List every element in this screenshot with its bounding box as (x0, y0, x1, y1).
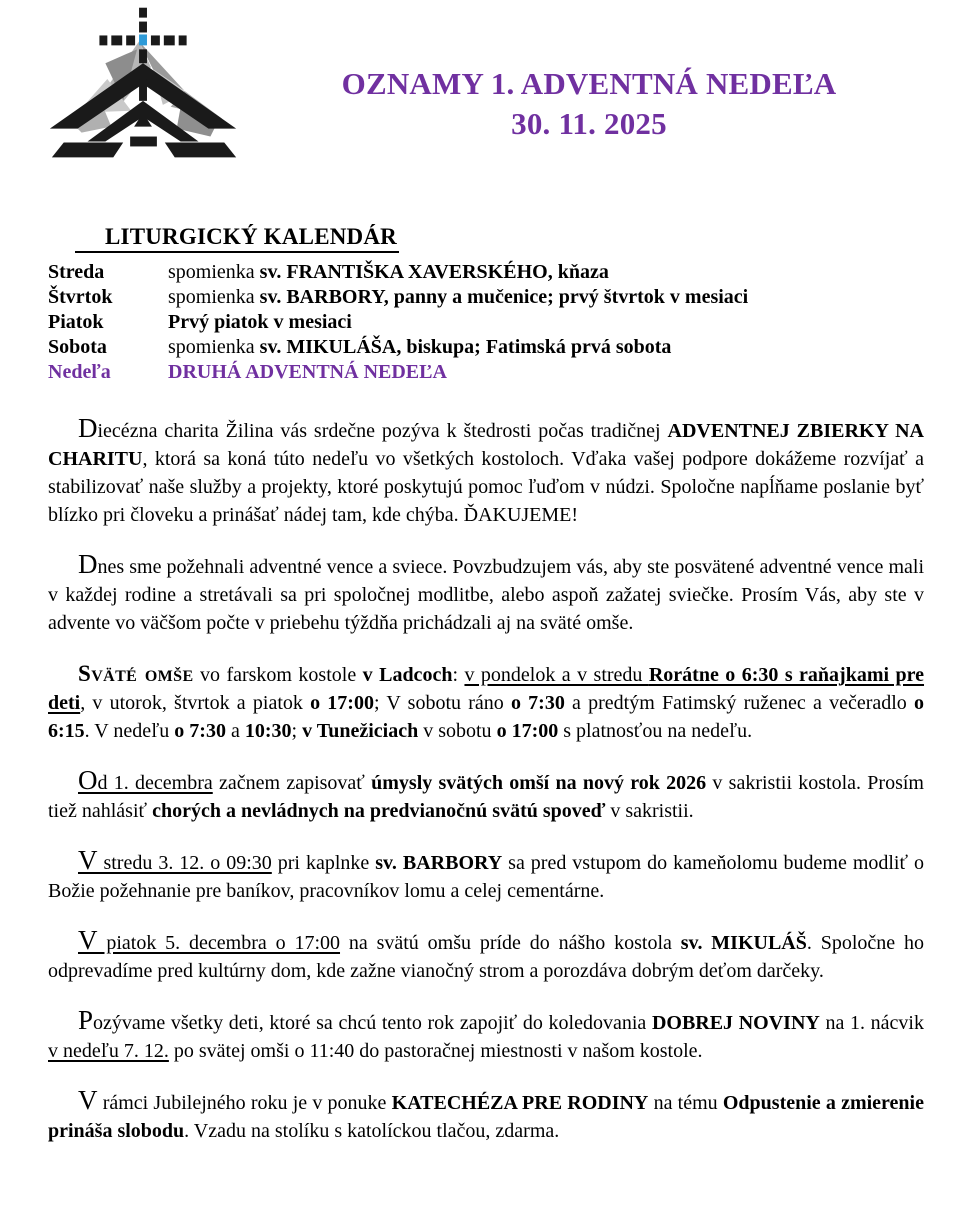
logo-cross-arm (164, 35, 175, 45)
logo-cross-arm (151, 35, 160, 45)
text-segment: nes sme požehnali adventné vence a sviece. Povzbudzujem vás, aby ste posvätené adventné vence mali v každej rodine a stretávali sa pri spoločnej modlitbe, alebo aspoň zažatej sviečke. Prosím Vás, aby ste v advente vo väčšom počte v priebehu týždňa prichádzali aj na sväté omše. (48, 556, 924, 634)
text-segment: v sobotu (418, 720, 497, 742)
text-segment: . Vzadu na stolíku s katolíckou tlačou, zdarma. (184, 1120, 560, 1142)
text-segment: , v utorok, štvrtok a piatok (80, 692, 311, 714)
text-segment: 10:30 (244, 720, 292, 742)
text-segment: spomienka (168, 336, 260, 358)
text-segment: na 1. nácvik (819, 1012, 924, 1034)
text-segment: D (78, 413, 98, 443)
text-segment: v pondelok a v stredu (464, 664, 649, 686)
calendar-row (48, 335, 924, 360)
logo-cross-blue-tile (139, 34, 147, 45)
text-segment: sv. FRANTIŠKA XAVERSKÉHO, kňaza (259, 261, 609, 283)
calendar-day: Štvrtok (48, 286, 113, 308)
calendar-entry (168, 310, 924, 335)
logo-cross-post (139, 22, 147, 33)
text-segment: pri kaplnke (271, 852, 376, 874)
logo-cross-post (139, 79, 147, 101)
calendar-row (48, 260, 924, 285)
page-title (254, 64, 924, 144)
calendar-row (48, 310, 924, 335)
logo-cross-post (139, 67, 147, 75)
text-segment: o 6:15 (48, 692, 925, 742)
text-segment: začnem zapisovať (212, 772, 372, 794)
text-segment: na svätú omšu príde do nášho kostola (340, 932, 681, 954)
logo-cross-arm (179, 35, 187, 45)
text-segment: Odpustenie a zmierenie prináša slobodu (48, 1092, 924, 1142)
calendar-entry (168, 285, 924, 310)
paragraph (48, 925, 924, 985)
calendar-heading: LITURGICKÝ KALENDÁR (75, 224, 399, 253)
text-segment: v nedeľu 7. 12. (48, 1040, 169, 1062)
text-segment: úmysly svätých omší na nový rok 2026 (371, 772, 707, 794)
liturgical-calendar (48, 224, 924, 385)
text-segment: V (78, 845, 98, 875)
text-segment: . Spoločne ho odprevadíme pred kultúrny dom, kde zažne vianočný strom a porozdáva dobrým deťom darčeky. (48, 932, 924, 982)
calendar-day: Streda (48, 261, 105, 283)
text-segment: P (78, 1005, 94, 1035)
text-segment: KATECHÉZA PRE RODINY (391, 1092, 649, 1114)
calendar-day: Nedeľa (48, 361, 111, 383)
text-segment: vo farskom kostole (193, 664, 363, 686)
paragraph (48, 661, 924, 745)
text-segment: ; V sobotu ráno (373, 692, 511, 714)
text-segment: na tému (648, 1092, 723, 1114)
calendar-rows (48, 260, 924, 385)
text-segment: stredu 3. 12. o 09:30 (97, 852, 272, 874)
text-segment: v Tunežiciach (302, 720, 419, 742)
text-segment: a predtým Fatimský ruženec a večeradlo (564, 692, 915, 714)
paragraph (48, 413, 924, 529)
paragraph (48, 549, 924, 637)
calendar-entry (168, 335, 924, 360)
text-segment: o 7:30 (510, 692, 565, 714)
calendar-day: Sobota (48, 336, 107, 358)
calendar-row (48, 285, 924, 310)
text-segment: v Ladcoch (362, 664, 453, 686)
text-segment: sv. MIKULÁŠ (680, 932, 807, 954)
logo-cross-arm (126, 35, 135, 45)
text-segment: o 7:30 (174, 720, 226, 742)
paragraphs (48, 413, 925, 1145)
page-header (48, 0, 924, 170)
text-segment: spomienka (168, 261, 260, 283)
logo-cross-post (139, 8, 147, 18)
text-segment: a (225, 720, 245, 742)
text-segment: sv. BARBORY (375, 852, 503, 874)
paragraph (48, 1085, 924, 1145)
text-segment: . V nedeľu (84, 720, 175, 742)
logo-door (130, 137, 157, 147)
text-segment: ADVENTNEJ ZBIERKY NA CHARITU (48, 420, 924, 470)
text-segment: chorých a nevládnych na predvianočnú svätú spoveď (152, 800, 606, 822)
text-segment: D (78, 549, 98, 579)
text-segment: v sakristii. (605, 800, 694, 822)
logo-cross-post (139, 49, 147, 63)
text-segment: o 17:00 (310, 692, 374, 714)
paragraph (48, 845, 925, 905)
text-segment: sv. BARBORY, panny a mučenice; prvý štvrtok v mesiaci (259, 286, 749, 308)
text-segment: : (452, 664, 465, 686)
text-segment: d 1. decembra (97, 772, 213, 794)
calendar-entry (168, 360, 924, 385)
text-segment: po svätej omši o 11:40 do pastoračnej miestnosti v našom kostole. (168, 1040, 703, 1062)
text-segment: DOBREJ NOVINY (651, 1012, 820, 1034)
text-segment: Sväté omše (78, 661, 194, 686)
text-segment: , ktorá sa koná túto nedeľu vo všetkých kostoloch. Vďaka vašej podpore dokážeme rozvíjať a stabilizovať naše služby a projekty, ktoré poskytujú pomoc ľuďom v núdzi. Spoločne napĺňame poslanie byť blízko pri človeku a prinášať nádej tam, kde chýba. ĎAKUJEME! (48, 448, 924, 526)
logo-base-left (52, 142, 123, 157)
church-logo-icon (36, 4, 254, 166)
text-segment: DRUHÁ ADVENTNÁ NEDEĽA (168, 361, 447, 383)
text-segment: V (78, 1085, 98, 1115)
calendar-day: Piatok (48, 311, 104, 333)
title-line-2: 30. 11. 2025 (511, 106, 667, 141)
text-segment: ; (291, 720, 303, 742)
text-segment: ozývame všetky deti, ktoré sa chcú tento rok zapojiť do koledovania (93, 1012, 652, 1034)
logo-base-right (165, 142, 236, 157)
paragraph (48, 1005, 924, 1065)
text-segment: sv. MIKULÁŠA, biskupa; Fatimská prvá sobota (259, 336, 672, 358)
text-segment: Prvý piatok v mesiaci (168, 311, 352, 333)
logo-cross-arm (99, 35, 107, 45)
text-segment: v sakristii kostola. Prosím tiež nahlásiť (48, 772, 924, 822)
text-segment: iecézna charita Žilina vás srdečne pozýva k štedrosti počas tradičnej (97, 420, 668, 442)
text-segment: O (78, 765, 98, 795)
parish-logo (36, 4, 254, 166)
calendar-entry (168, 260, 924, 285)
text-segment: Rorátne o 6:30 s raňajkami pre deti (48, 664, 925, 714)
text-segment: s platnosťou na nedeľu. (558, 720, 753, 742)
text-segment: piatok 5. decembra o 17:00 (97, 932, 341, 954)
text-segment: o 17:00 (496, 720, 559, 742)
calendar-row (48, 360, 924, 385)
text-segment: V (78, 925, 98, 955)
text-segment: spomienka (168, 286, 260, 308)
title-line-1: OZNAMY 1. ADVENTNÁ NEDEĽA (341, 66, 837, 101)
paragraph (48, 765, 924, 825)
text-segment: sa pred vstupom do kameňolomu budeme modliť o Božie požehnanie pre baníkov, pracovníkov lomu a celej cementárne. (48, 852, 925, 902)
text-segment: rámci Jubilejného roku je v ponuke (97, 1092, 392, 1114)
logo-cross-arm (111, 35, 122, 45)
